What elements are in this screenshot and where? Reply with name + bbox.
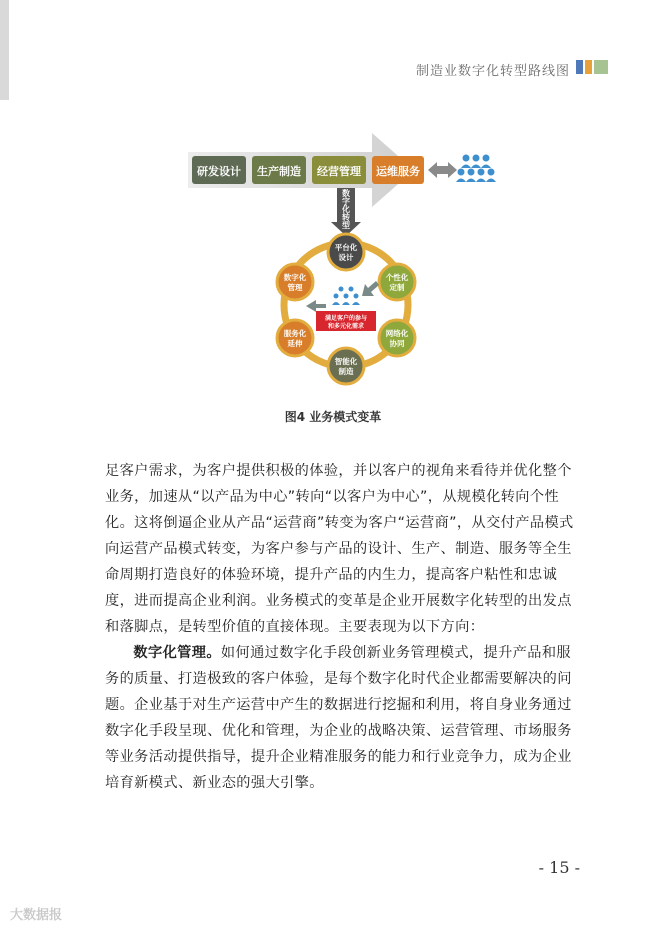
cycle-node-custom	[379, 264, 415, 300]
stage-label: 生产制造	[257, 165, 301, 178]
center-customer-need-label	[316, 311, 376, 331]
cycle-node-digital-management	[277, 264, 313, 300]
cycle-node-platform-design	[328, 234, 364, 270]
svg-text:转: 转	[342, 213, 350, 222]
stage-label: 经营管理	[317, 165, 361, 178]
svg-text:服务化: 服务化	[283, 329, 307, 338]
page-number: - 15 -	[538, 858, 580, 877]
svg-text:平台化: 平台化	[334, 243, 358, 252]
center-arrow-left	[306, 300, 326, 312]
svg-text:字: 字	[342, 197, 350, 206]
svg-text:制造: 制造	[338, 367, 354, 376]
svg-text:延伸: 延伸	[287, 339, 303, 348]
svg-text:管理: 管理	[287, 283, 303, 292]
stage-label: 研发设计	[197, 165, 241, 178]
svg-text:数: 数	[342, 189, 350, 198]
cycle-node-service-extension	[277, 320, 313, 356]
paragraph-term: 数字化管理。	[133, 645, 221, 661]
cycle-node-smart-manufacturing	[328, 348, 364, 384]
paragraph-2-text: 如何通过数字化手段创新业务管理模式，提升产品和服务的质量、打造极致的客户体验，是每个数字化时代企业都需要解决的问题。企业基于对生产运营中产生的数据进行挖掘和利用，将自身业务通过数字化手段呈现、优化和管理，为企业的战略决策、运营管理、市场服务等业务活动提供指导，提升企业精准服务的能力和行业竞争力，成为企业培育新模式、新业态的强大引擎。	[105, 645, 572, 791]
svg-text:化: 化	[342, 205, 350, 214]
stage-box-service	[372, 156, 424, 184]
center-customer-icon	[332, 287, 360, 306]
stage-box-operations	[312, 156, 366, 184]
stage-label: 运维服务	[376, 165, 420, 178]
running-header-title: 制造业数字化转型路线图	[415, 64, 570, 79]
body-text	[105, 458, 583, 796]
stage-box-production	[252, 156, 306, 184]
watermark: 大数据报	[10, 908, 63, 923]
svg-text:网络化: 网络化	[385, 329, 409, 338]
center-arrow-diagonal	[362, 281, 379, 296]
business-model-figure	[0, 0, 666, 420]
svg-text:型: 型	[342, 221, 350, 230]
svg-text:智能化: 智能化	[334, 357, 358, 366]
svg-text:设计: 设计	[338, 253, 354, 262]
customer-crowd-icon	[456, 155, 496, 183]
body-paragraph-2	[105, 640, 583, 796]
cycle-node-network	[379, 320, 415, 356]
svg-text:满足客户的参与: 满足客户的参与	[324, 315, 368, 322]
transformation-label	[341, 188, 350, 230]
svg-text:数字化: 数字化	[283, 273, 307, 282]
svg-text:和多元化需求: 和多元化需求	[327, 323, 365, 330]
body-paragraph-1: 足客户需求，为客户提供积极的体验，并以客户的视角来看待并优化整个业务，加速从“以产品为中心”转向“以客户为中心”，从规模化转向个性化。这将倒逼企业从产品“运营商”转变为客户“运营商”，从交付产品模式向运营产品模式转变，为客户参与产品的设计、生产、制造、服务等全生命周期打造良好的体验环境，提升产品的内生力，提高客户粘性和忠诚度，进而提高企业利润。业务模式的变革是企业开展数字化转型的出发点和落脚点，是转型价值的直接体现。主要表现为以下方向：	[105, 463, 574, 635]
svg-text:定制: 定制	[389, 283, 405, 292]
customer-double-arrow	[428, 162, 457, 178]
figure-caption: 图4 业务模式变革	[284, 410, 382, 424]
svg-text:协同: 协同	[389, 339, 405, 348]
svg-text:个性化: 个性化	[385, 273, 409, 282]
stage-box-rd	[192, 156, 246, 184]
